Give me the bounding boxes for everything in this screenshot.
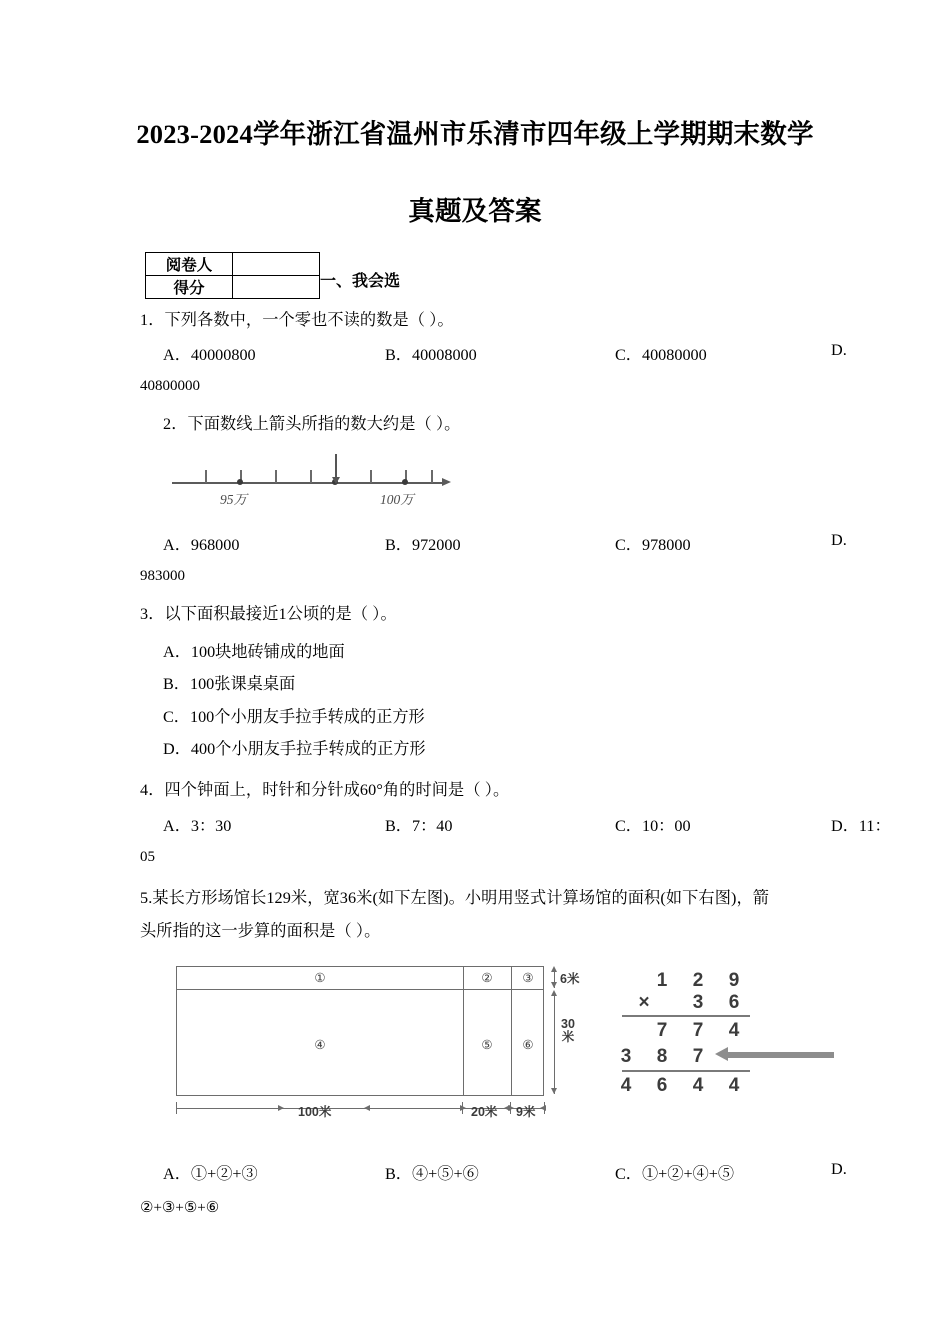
multiplicand-digit-1: 1 — [656, 970, 668, 991]
question-1-option-b[interactable]: B．40008000 — [385, 346, 477, 364]
multiplier-digit-2: 6 — [728, 992, 740, 1013]
title-line-2: 真题及答案 — [408, 196, 542, 227]
question-4-option-b[interactable]: B．7：40 — [385, 817, 453, 835]
dimension-arrow-right-9m — [508, 1105, 514, 1111]
question-2-stem: 2．下面数线上箭头所指的数大约是（ ）。 — [163, 415, 461, 433]
dimension-arrow-right-100m — [278, 1105, 284, 1111]
dimension-arrow-right-20m — [460, 1105, 466, 1111]
question-2-option-d-continuation[interactable]: 983000 — [140, 568, 185, 584]
product-digit-4: 4 — [728, 1075, 740, 1096]
dimension-arrow-left-9m — [540, 1105, 546, 1111]
number-line-tick — [275, 470, 277, 483]
question-5-option-a[interactable]: A．①+②+③ — [163, 1165, 258, 1183]
score-label: 得分 — [146, 276, 233, 299]
region-label-5: ⑤ — [481, 1038, 493, 1052]
region-label-4: ④ — [314, 1038, 326, 1052]
question-1-option-c[interactable]: C．40080000 — [615, 346, 707, 364]
question-3-options — [163, 636, 426, 766]
number-line-figure — [168, 448, 468, 510]
dimension-tick-left — [176, 1102, 177, 1114]
product-digit-1: 4 — [620, 1075, 632, 1096]
dimension-label-30m: 30米 — [561, 1017, 575, 1045]
rectangle-horizontal-divider — [177, 989, 543, 990]
question-5-option-c[interactable]: C．①+②+④+⑤ — [615, 1165, 735, 1183]
dimension-arrow-up-30m — [551, 990, 557, 996]
number-line-tick — [431, 470, 433, 483]
annotation-arrow-head-icon — [715, 1047, 728, 1061]
question-5-stem-line-2: 头所指的这一步算的面积是（ ）。 — [140, 922, 381, 940]
question-5-figures — [168, 962, 868, 1137]
section-heading: 一、我会选 — [320, 273, 401, 290]
dimension-arrow-up-6m — [551, 966, 557, 972]
partial-product-2-digit-2: 8 — [656, 1046, 668, 1067]
partial-product-1-digit-1: 7 — [656, 1020, 668, 1041]
question-5-stem-line-1: 5.某长方形场馆长129米，宽36米(如下左图)。小明用竖式计算场馆的面积(如下右图)，箭 — [140, 889, 770, 907]
dimension-label-20m: 20米 — [471, 1105, 498, 1119]
question-3-option-d[interactable]: D．400个小朋友手拉手转成的正方形 — [163, 740, 426, 759]
number-line-label-left: 95万 — [220, 492, 247, 507]
question-1-option-d[interactable]: D. — [831, 341, 847, 359]
grader-label: 阅卷人 — [146, 253, 233, 276]
rectangle-vertical-divider-1 — [463, 967, 464, 1095]
number-line-tick — [205, 470, 207, 483]
partial-product-1-digit-2: 7 — [692, 1020, 704, 1041]
table-row-grader — [146, 253, 320, 276]
rectangle-diagram — [176, 966, 544, 1096]
number-line-dot-95wan — [237, 479, 243, 485]
number-line-label-right: 100万 — [380, 492, 414, 507]
partial-product-2-digit-3: 7 — [692, 1046, 704, 1067]
annotation-arrow-line — [728, 1052, 834, 1058]
product-digit-2: 6 — [656, 1075, 668, 1096]
title-line-1: 2023-2024学年浙江省温州市乐清市四年级上学期期末数学 — [136, 119, 814, 149]
number-line-arrowhead-icon — [442, 478, 451, 486]
number-line-dot-100wan — [402, 479, 408, 485]
question-5-option-b[interactable]: B．④+⑤+⑥ — [385, 1165, 479, 1183]
question-3-stem: 3．以下面积最接近1公顷的是（ ）。 — [140, 605, 397, 623]
question-4-option-d-continuation[interactable]: 05 — [140, 849, 155, 865]
table-row-score — [146, 276, 320, 299]
question-1-option-a[interactable]: A．40000800 — [163, 346, 256, 364]
dimension-arrow-down-30m — [551, 1088, 557, 1094]
question-2-option-a[interactable]: A．968000 — [163, 536, 240, 554]
question-4-option-d[interactable]: D．11： — [831, 817, 891, 835]
question-3-option-b[interactable]: B．100张课桌桌面 — [163, 675, 296, 694]
grader-value[interactable] — [233, 253, 320, 276]
question-3-option-c[interactable]: C．100个小朋友手拉手转成的正方形 — [163, 707, 425, 726]
multiplicand-digit-2: 2 — [692, 970, 704, 991]
partial-product-1-digit-3: 4 — [728, 1020, 740, 1041]
region-label-2: ② — [481, 971, 493, 985]
page-title — [118, 118, 832, 228]
dimension-arrow-down-6m — [551, 982, 557, 988]
question-2-option-b[interactable]: B．972000 — [385, 536, 461, 554]
region-label-6: ⑥ — [522, 1038, 534, 1052]
score-table — [145, 252, 320, 299]
dimension-label-100m: 100米 — [298, 1105, 332, 1119]
vertical-multiplication — [600, 968, 800, 1098]
multiplication-rule-1 — [622, 1015, 750, 1017]
question-5-option-d[interactable]: D. — [831, 1160, 847, 1178]
rectangle-vertical-divider-2 — [511, 967, 512, 1095]
question-2-option-d[interactable]: D. — [831, 531, 847, 549]
question-4-option-a[interactable]: A．3：30 — [163, 817, 232, 835]
dimension-arrow-left-100m — [364, 1105, 370, 1111]
question-5-option-d-continuation[interactable]: ②+③+⑤+⑥ — [140, 1200, 220, 1216]
region-label-3: ③ — [522, 971, 534, 985]
multiplicand-digit-3: 9 — [728, 970, 740, 991]
partial-product-2-digit-1: 3 — [620, 1046, 632, 1067]
product-digit-3: 4 — [692, 1075, 704, 1096]
question-4-stem: 4．四个钟面上，时针和分针成60°角的时间是（ ）。 — [140, 781, 510, 799]
question-1-option-d-continuation[interactable]: 40800000 — [140, 378, 200, 394]
question-2-option-c[interactable]: C．978000 — [615, 536, 691, 554]
question-4-option-c[interactable]: C．10：00 — [615, 817, 691, 835]
multiplication-rule-2 — [622, 1070, 750, 1072]
multiplication-sign: × — [638, 992, 650, 1013]
score-value[interactable] — [233, 276, 320, 299]
dimension-label-6m: 6米 — [560, 972, 580, 986]
number-line-tick — [370, 470, 372, 483]
dimension-label-9m: 9米 — [516, 1105, 536, 1119]
dimension-line-30m — [554, 992, 555, 1094]
question-1-stem: 1．下列各数中，一个零也不读的数是（ ）。 — [140, 311, 454, 329]
question-3-option-a[interactable]: A．100块地砖铺成的地面 — [163, 643, 345, 661]
multiplier-digit-1: 3 — [692, 992, 704, 1013]
number-line-tick — [310, 470, 312, 483]
region-label-1: ① — [314, 971, 326, 985]
number-line-pointer-arrow-icon — [335, 454, 337, 478]
